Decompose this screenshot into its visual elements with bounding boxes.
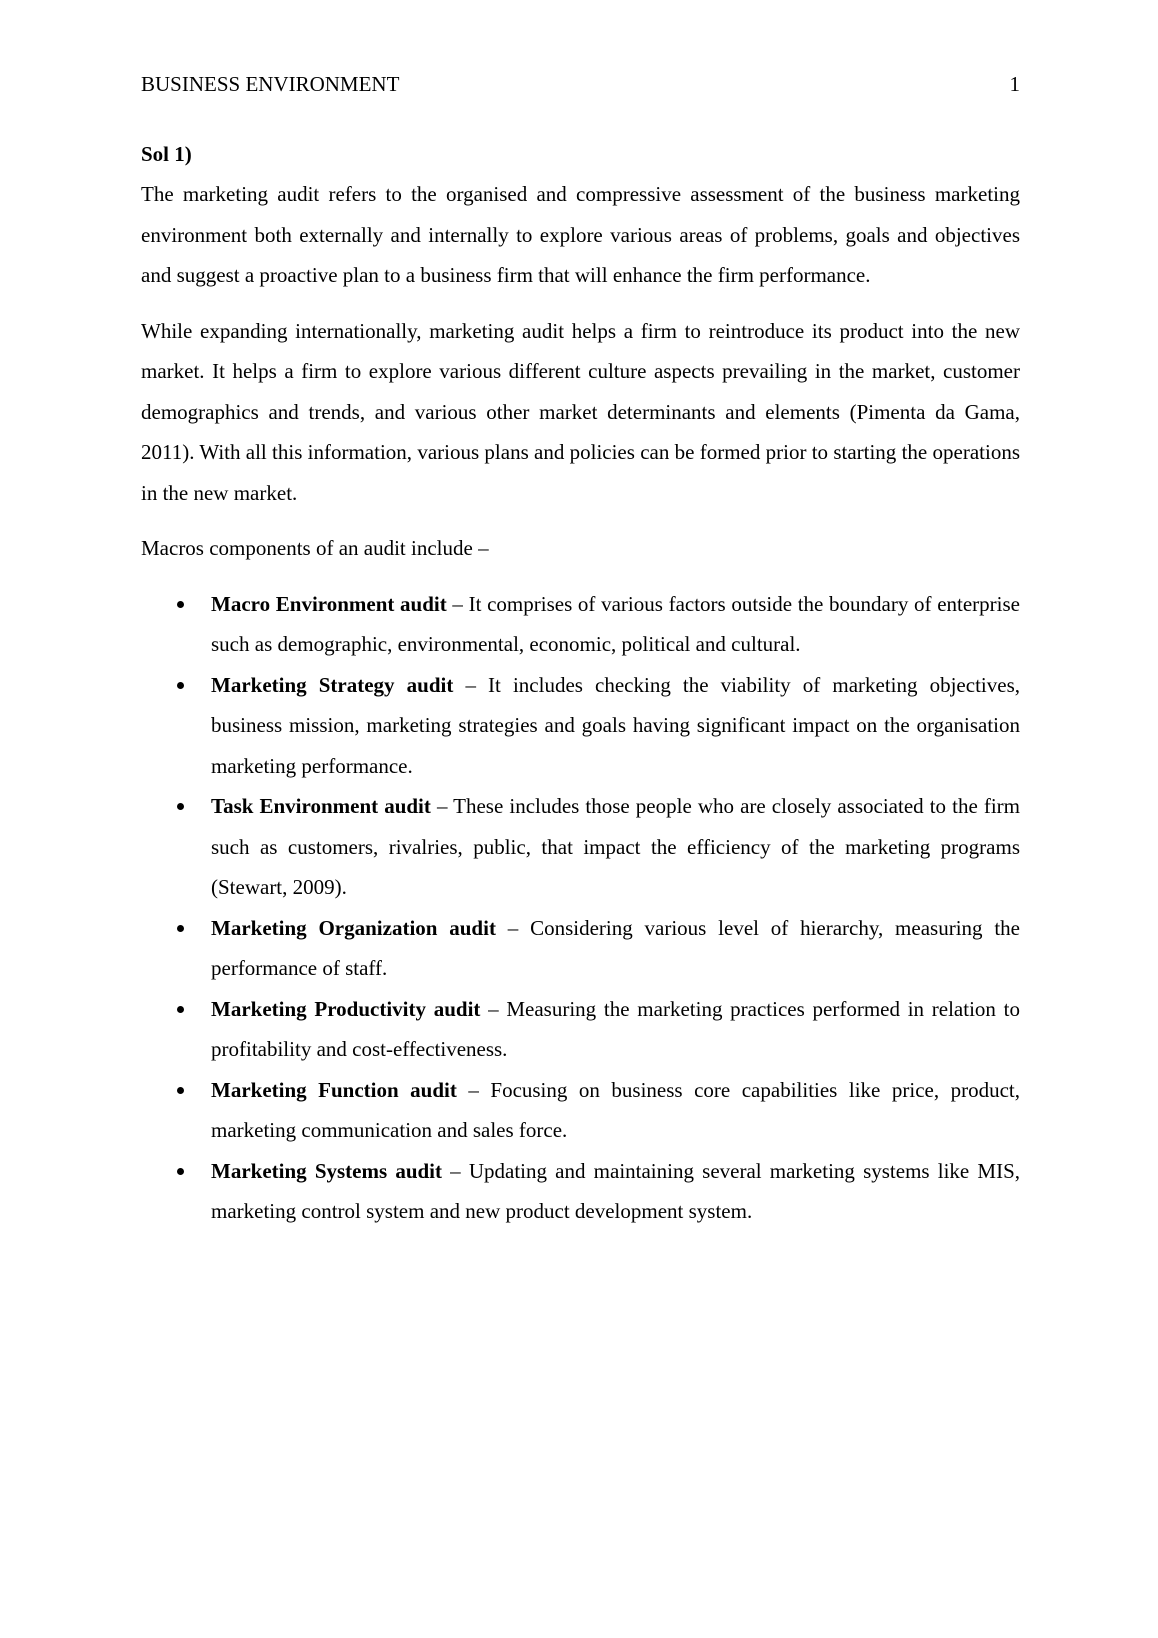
list-item-term: Marketing Systems audit xyxy=(211,1158,443,1183)
list-item xyxy=(141,1151,1020,1232)
list-item-text: – Considering various level of hierarchy, measuring the performance of staff. xyxy=(211,915,1020,980)
list-item-text: – It includes checking the viability of marketing objectives, business mission, marketing strategies and goals having significant impact on the organisation marketing performance. xyxy=(211,672,1020,778)
bullet-icon xyxy=(177,925,184,932)
list-item-text: – Updating and maintaining several marketing systems like MIS, marketing control system and new product development system. xyxy=(211,1158,1021,1223)
list-item-term: Marketing Strategy audit xyxy=(211,672,454,697)
list-item-term: Marketing Organization audit xyxy=(211,915,496,940)
list-item-text: – Focusing on business core capabilities like price, product, marketing communication and sales force. xyxy=(211,1077,1020,1142)
list-item-term: Marketing Function audit xyxy=(211,1077,457,1102)
bullet-icon xyxy=(177,1168,184,1175)
list-intro: Macros components of an audit include – xyxy=(141,536,489,560)
paragraph-international: While expanding internationally, marketing audit helps a firm to reintroduce its product into the new market. It helps a firm to explore various different culture aspects prevailing in the market, customer demographics and trends, and various other market determinants and elements (Pimenta da Gama, 2011). With all this information, various plans and policies can be formed prior to starting the operations in the new market. xyxy=(141,318,1020,505)
list-item xyxy=(141,786,1020,908)
document-body xyxy=(141,138,1020,1232)
list-item-text: – It comprises of various factors outside the boundary of enterprise such as demographic, environmental, economic, political and cultural. xyxy=(211,591,1020,656)
bullet-icon xyxy=(177,803,184,810)
section-heading: Sol 1) xyxy=(141,142,192,166)
paragraph-definition: The marketing audit refers to the organised and compressive assessment of the business marketing environment both externally and internally to explore various areas of problems, goals and objectives and suggest a proactive plan to a business firm that will enhance the firm performance. xyxy=(141,182,1020,287)
bullet-icon xyxy=(177,1087,184,1094)
list-item-text: – These includes those people who are closely associated to the firm such as customers, rivalries, public, that impact the efficiency of the marketing programs (Stewart, 2009). xyxy=(211,794,1020,899)
header-title: BUSINESS ENVIRONMENT xyxy=(141,72,400,96)
page-number: 1 xyxy=(1009,72,1020,96)
list-item xyxy=(141,1070,1020,1151)
list-item xyxy=(141,989,1020,1070)
bullet-icon xyxy=(177,682,184,689)
bullet-icon xyxy=(177,1006,184,1013)
list-item xyxy=(141,908,1020,989)
list-item xyxy=(141,584,1020,665)
bullet-icon xyxy=(177,601,184,608)
page-header xyxy=(141,70,1020,98)
list-item-term: Task Environment audit xyxy=(211,794,431,818)
list-item-term: Macro Environment audit xyxy=(211,591,447,616)
list-item-term: Marketing Productivity audit xyxy=(211,996,481,1021)
list-item-text: – Measuring the marketing practices performed in relation to profitability and cost-effectiveness. xyxy=(211,996,1020,1061)
audit-components-list xyxy=(141,584,1020,1232)
list-item xyxy=(141,665,1020,787)
